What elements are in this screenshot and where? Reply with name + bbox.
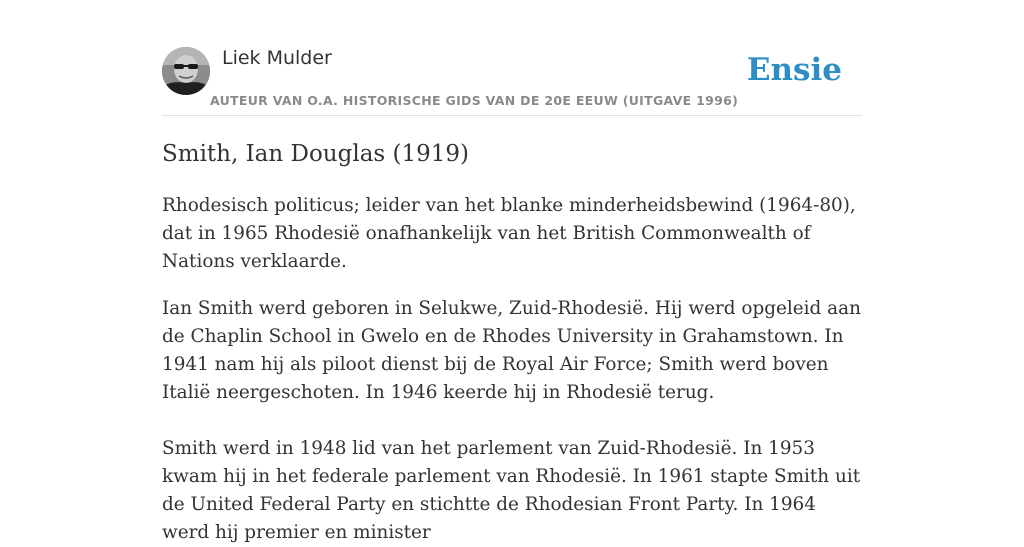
author-avatar[interactable] [162, 47, 210, 95]
author-portrait-icon [162, 47, 210, 95]
article [162, 138, 867, 547]
article-paragraph: Smith werd in 1948 lid van het parlement van Zuid-Rhodesië. In 1953 kwam hij in het federale parlement van Rhodesië. In 1961 stapte Smith uit de United Federal Party en stichtte de Rhodesian Front Party. In 1964 werd hij premier en minister [162, 438, 861, 543]
brand-logo[interactable]: Ensie [746, 52, 842, 88]
author-header [162, 0, 862, 116]
author-name[interactable]: Liek Mulder [222, 47, 332, 69]
article-paragraph: Ian Smith werd geboren in Selukwe, Zuid-Rhodesië. Hij werd opgeleid aan de Chaplin School in Gwelo en de Rhodes University in Grahamstown. In 1941 nam hij als piloot dienst bij de Royal Air Force; Smith werd boven Italië neergeschoten. In 1946 keerde hij in Rhodesië terug. [162, 298, 861, 403]
article-title: Smith, Ian Douglas (1919) [162, 141, 470, 167]
article-paragraph: Rhodesisch politicus; leider van het blanke minderheidsbewind (1964-80), dat in 1965 Rhodesië onafhankelijk van het British Commonwealth of Nations verklaarde. [162, 195, 856, 272]
author-subtitle: AUTEUR VAN O.A. HISTORISCHE GIDS VAN DE 20E EEUW (UITGAVE 1996) [210, 93, 739, 108]
